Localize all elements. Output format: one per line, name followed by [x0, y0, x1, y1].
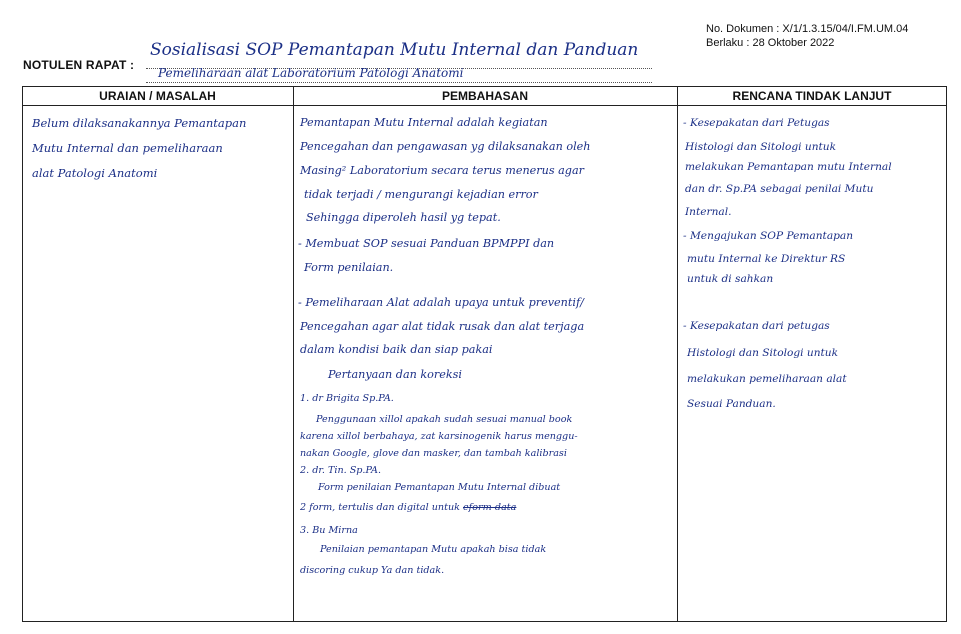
pembahasan-line: Masing² Laboratorium secara terus menerus agar — [300, 164, 584, 177]
notulen-label: NOTULEN RAPAT : — [23, 58, 135, 72]
rencana-line: - Kesepakatan dari petugas — [683, 320, 830, 332]
pembahasan-line: discoring cukup Ya dan tidak. — [300, 565, 445, 576]
rencana-line: Histologi dan Sitologi untuk — [685, 141, 837, 153]
struck-text: eform-data — [463, 502, 517, 513]
pembahasan-line: 3. Bu Mirna — [300, 525, 358, 536]
column-divider-2 — [677, 86, 678, 622]
title-dotted-line-2 — [146, 82, 652, 83]
pembahasan-line: Penggunaan xillol apakah sudah sesuai manual book — [316, 414, 573, 425]
pembahasan-line: - Membuat SOP sesuai Panduan BPMPPI dan — [298, 237, 555, 250]
column-header-uraian: URAIAN / MASALAH — [99, 89, 216, 103]
pembahasan-line: karena xillol berbahaya, zat karsinogenik harus menggu- — [300, 431, 578, 442]
rencana-line: melakukan pemeliharaan alat — [687, 373, 847, 385]
column-header-rencana: RENCANA TINDAK LANJUT — [732, 89, 892, 103]
pembahasan-line: nakan Google, glove dan masker, dan tambah kalibrasi — [300, 448, 567, 459]
pembahasan-line: 2. dr. Tin. Sp.PA. — [300, 465, 382, 476]
pembahasan-line: Sehingga diperoleh hasil yg tepat. — [306, 211, 501, 224]
pembahasan-line: Form penilaian. — [304, 261, 394, 274]
rencana-line: - Kesepakatan dari Petugas — [683, 117, 830, 129]
pembahasan-line: Penilaian pemantapan Mutu apakah bisa tidak — [320, 544, 547, 555]
pembahasan-text: 2 form, tertulis dan digital untuk — [300, 502, 460, 513]
column-header-pembahasan: PEMBAHASAN — [441, 89, 528, 103]
pembahasan-line — [300, 502, 516, 513]
pembahasan-line: Pencegahan agar alat tidak rusak dan alat terjaga — [300, 320, 585, 333]
rencana-line: Histologi dan Sitologi untuk — [687, 347, 839, 359]
uraian-line: Mutu Internal dan pemeliharaan — [32, 141, 223, 155]
rencana-line: Sesuai Panduan. — [687, 398, 776, 410]
pembahasan-line: tidak terjadi / mengurangi kejadian error — [304, 188, 538, 201]
rencana-line: dan dr. Sp.PA sebagai penilai Mutu — [685, 183, 874, 195]
pembahasan-line: Pertanyaan dan koreksi — [328, 368, 462, 381]
rencana-line: untuk di sahkan — [687, 273, 774, 285]
meeting-title-line-1: Sosialisasi SOP Pemantapan Mutu Internal dan Panduan — [150, 40, 639, 60]
rencana-line: - Mengajukan SOP Pemantapan — [683, 230, 854, 242]
column-divider-1 — [293, 86, 294, 622]
document-info — [706, 22, 908, 50]
rencana-line: melakukan Pemantapan mutu Internal — [685, 161, 892, 173]
uraian-line: Belum dilaksanakannya Pemantapan — [32, 116, 247, 130]
header-row-divider — [22, 105, 947, 106]
pembahasan-line: Pemantapan Mutu Internal adalah kegiatan — [300, 116, 548, 129]
effective-date: Berlaku : 28 Oktober 2022 — [706, 37, 835, 49]
rencana-line: mutu Internal ke Direktur RS — [687, 253, 846, 265]
uraian-line: alat Patologi Anatomi — [32, 166, 158, 180]
meeting-title-line-2: Pemeliharaan alat Laboratorium Patologi Anatomi — [158, 66, 464, 80]
pembahasan-line: 1. dr Brigita Sp.PA. — [300, 393, 394, 404]
pembahasan-line: - Pemeliharaan Alat adalah upaya untuk preventif/ — [298, 296, 584, 309]
rencana-line: Internal. — [685, 206, 732, 218]
document-number: No. Dokumen : X/1/1.3.15/04/I.FM.UM.04 — [706, 23, 909, 35]
pembahasan-line: Pencegahan dan pengawasan yg dilaksanakan oleh — [300, 140, 591, 153]
pembahasan-line: dalam kondisi baik dan siap pakai — [300, 343, 493, 356]
pembahasan-line: Form penilaian Pemantapan Mutu Internal dibuat — [318, 482, 561, 493]
